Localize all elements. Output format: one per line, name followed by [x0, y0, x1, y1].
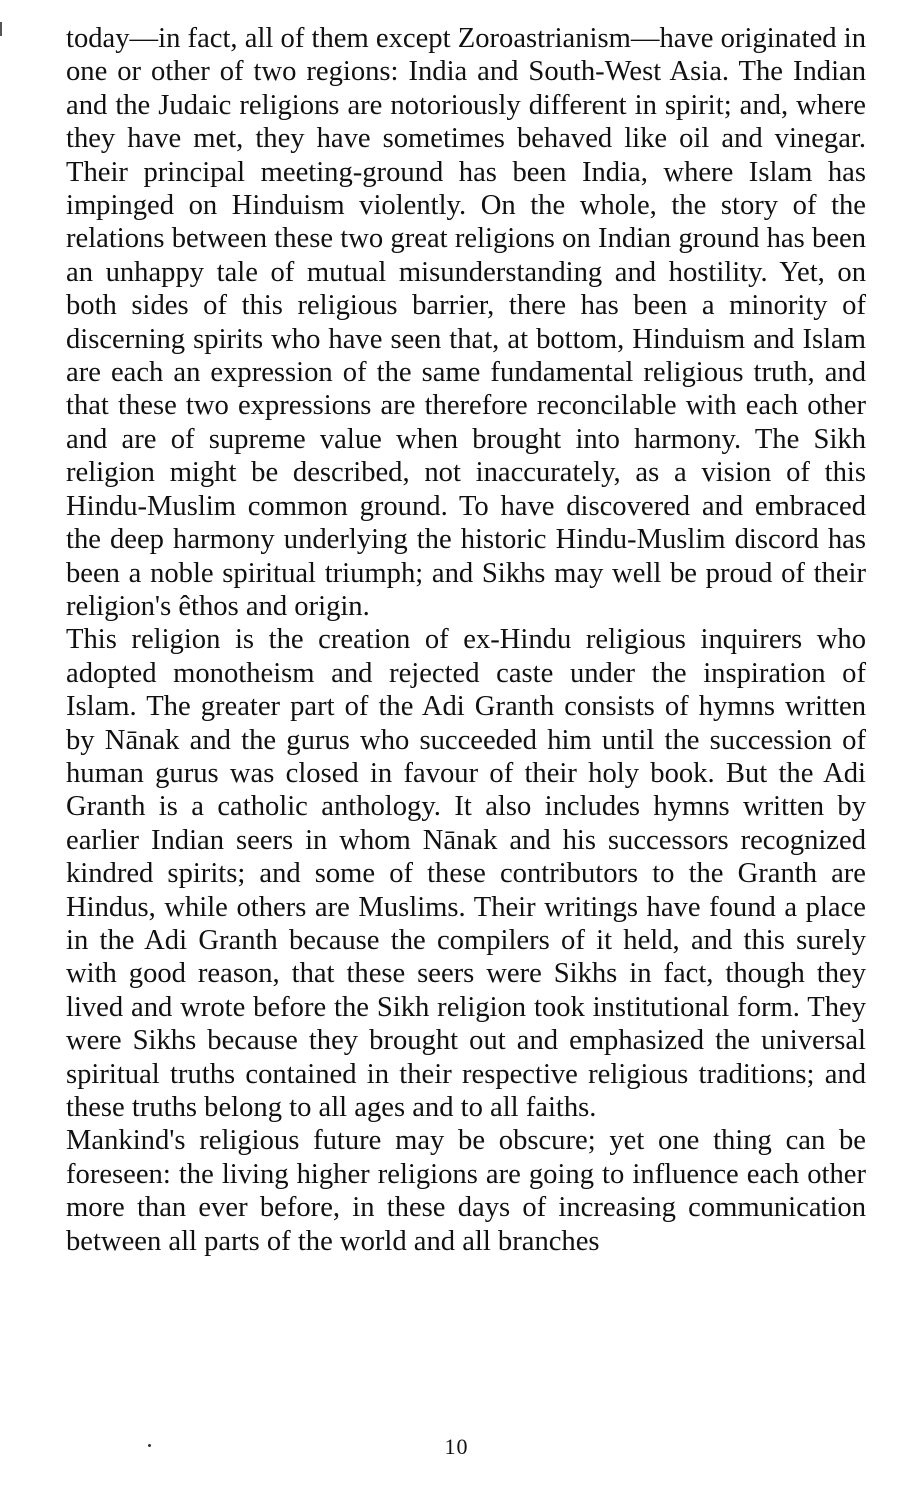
page-number: 10 [444, 1434, 469, 1459]
paragraph-2: This religion is the creation of ex-Hindu religious inquirers who adopted monotheism and rejected caste under the inspiration of Islam. The greater part of the Adi Granth consists of hymns written by Nānak and the gurus who succeeded him until the succession of human gurus was closed in favour of their holy book. But the Adi Granth is a catholic anthology. It also includes hymns written by earlier Indian seers in whom Nānak and his successors recognized kindred spirits; and some of these contributors to the Granth are Hindus, while others are Muslims. Their writings have found a place in the Adi Granth because the compilers of it held, and this surely with good reason, that these seers were Sikhs in fact, though they lived and wrote before the Sikh religion took institutional form. They were Sikhs because they brought out and emphasized the universal spiritual truths contained in their respective religious traditions; and these truths belong to all ages and to all faiths. [66, 624, 866, 1123]
paragraph-1: today—in fact, all of them except Zoroastrianism—have originated in one or other of two regions: India and South-West Asia. The Indian and the Judaic religions are notoriously different in spirit; and, where they have met, they have sometimes behaved like oil and vinegar. Their principal meeting-ground has been India, where Islam has impinged on Hinduism violently. On the whole, the story of the relations between these two great religions on Indian ground has been an unhappy tale of mutual misunderstanding and hostility. Yet, on both sides of this religious barrier, there has been a minority of discerning spirits who have seen that, at bottom, Hinduism and Islam are each an expression of the same fundamental religious truth, and that these two expressions are therefore reconcilable with each other and are of supreme value when brought into harmony. The Sikh religion might be described, not inaccurately, as a vision of this Hindu-Muslim common ground. To have discovered and embraced the deep harmony underlying the historic Hindu-Muslim discord has been a noble spiritual triumph; and Sikhs may well be proud of their religion's êthos and origin. [66, 23, 866, 622]
page-body [66, 22, 866, 1258]
scan-edge-mark [0, 22, 2, 36]
paragraph-3: Mankind's religious future may be obscure; yet one thing can be foreseen: the living higher religions are going to influence each other more than ever before, in these days of increasing communication between all parts of the world and all branches [66, 1125, 866, 1257]
